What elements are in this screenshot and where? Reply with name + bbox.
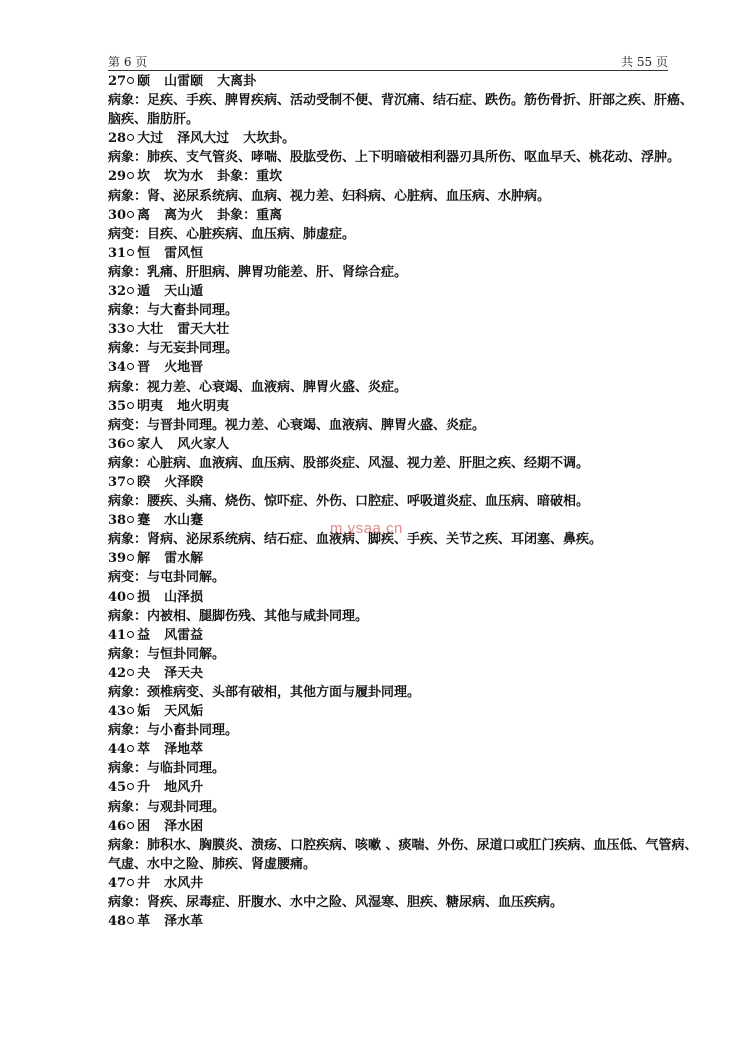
hexagram-description: 火地晋: [164, 360, 204, 376]
hexagram-number: 36: [108, 436, 127, 452]
hexagram-name: 睽: [137, 474, 151, 490]
symptom-line: [108, 645, 698, 664]
circle-bullet-icon: [127, 211, 134, 218]
hexagram-heading: [108, 244, 698, 263]
hexagram-heading: [108, 874, 698, 893]
symptom-label: 病象：: [108, 685, 148, 700]
circle-bullet-icon: [127, 249, 134, 256]
circle-bullet-icon: [127, 822, 134, 829]
symptom-label: 病象：: [108, 646, 148, 662]
symptom-line: [108, 454, 698, 473]
hexagram-description: 天山遁: [164, 284, 204, 300]
circle-bullet-icon: [127, 516, 134, 523]
symptom-text: 与临卦同理。: [147, 761, 226, 777]
hexagram-heading: [108, 740, 698, 759]
circle-bullet-icon: [127, 631, 134, 638]
symptom-label: 病象：: [108, 837, 148, 853]
hexagram-description: 雷风恒: [164, 245, 204, 261]
symptom-line: [108, 798, 698, 817]
symptom-text: 目疾、心脏疾病、血压病、肺虚症。: [147, 226, 356, 242]
symptom-text: 肾疾、尿毒症、肝腹水、水中之险、风湿寒、胆疾、糖尿病、血压疾病。: [147, 895, 564, 911]
hexagram-description: 风雷益: [164, 627, 204, 643]
circle-bullet-icon: [127, 325, 134, 332]
symptom-line: [108, 492, 698, 511]
hexagram-number: 29: [108, 169, 127, 185]
circle-bullet-icon: [127, 440, 134, 447]
hexagram-extra: 卦象：重离: [217, 207, 283, 223]
hexagram-number: 41: [108, 627, 127, 643]
hexagram-number: 39: [108, 551, 127, 567]
hexagram-heading: [108, 912, 698, 931]
circle-bullet-icon: [127, 554, 134, 561]
hexagram-description: 地火明夷: [177, 398, 230, 414]
hexagram-number: 32: [108, 284, 127, 300]
hexagram-description: 雷天大壮: [177, 322, 230, 338]
hexagram-heading: [108, 549, 698, 568]
hexagram-description: 风火家人: [177, 436, 230, 452]
hexagram-heading: [108, 817, 698, 836]
hexagram-description: 泽风大过: [177, 131, 230, 147]
hexagram-extra: 大坎卦。: [243, 131, 296, 147]
symptom-label: 病变：: [108, 226, 148, 242]
hexagram-number: 47: [108, 875, 127, 891]
hexagram-description: 水山蹇: [164, 513, 204, 529]
hexagram-description: 山泽损: [164, 589, 204, 605]
symptom-label: 病变：: [108, 570, 148, 586]
hexagram-name: 大过: [137, 131, 164, 147]
hexagram-number: 27: [108, 74, 127, 89]
symptom-text: 与屯卦同解。: [147, 570, 226, 586]
hexagram-number: 31: [108, 245, 127, 261]
hexagram-heading: [108, 626, 698, 645]
symptom-text: 视力差、心衰竭、血液病、脾胃火盛、炎症。: [147, 379, 408, 395]
hexagram-extra: 大离卦: [217, 74, 257, 89]
symptom-line: [108, 683, 698, 702]
hexagram-name: 井: [137, 875, 151, 891]
hexagram-name: 大壮: [137, 322, 164, 338]
hexagram-number: 37: [108, 474, 127, 490]
symptom-line: [108, 301, 698, 320]
hexagram-heading: [108, 72, 698, 91]
hexagram-name: 恒: [137, 245, 151, 261]
symptom-label: 病象：: [108, 379, 148, 395]
symptom-line: [108, 607, 698, 626]
hexagram-name: 困: [137, 818, 151, 834]
header-divider: [108, 70, 668, 71]
symptom-text: 肺疾、支气管炎、哮喘、股肱受伤、上下明暗破相利器刃具所伤、呕血早夭、桃花动、浮肿。: [147, 150, 681, 166]
hexagram-heading: [108, 129, 698, 148]
hexagram-heading: [108, 778, 698, 797]
symptom-label: 病象：: [108, 455, 148, 471]
circle-bullet-icon: [127, 402, 134, 409]
symptom-text: 乳痛、肝胆病、脾胃功能差、肝、肾综合症。: [147, 264, 408, 280]
symptom-label: 病象：: [108, 532, 148, 548]
hexagram-number: 42: [108, 665, 127, 681]
circle-bullet-icon: [127, 363, 134, 370]
hexagram-description: 地风升: [164, 780, 204, 796]
symptom-line: [108, 759, 698, 778]
symptom-line: [108, 263, 698, 282]
symptom-line: [108, 225, 698, 244]
symptom-line: [108, 339, 698, 358]
hexagram-name: 颐: [137, 74, 151, 89]
hexagram-number: 48: [108, 914, 127, 930]
hexagram-number: 40: [108, 589, 127, 605]
hexagram-description: 泽水困: [164, 818, 204, 834]
hexagram-number: 38: [108, 513, 127, 529]
symptom-line: [108, 721, 698, 740]
symptom-label: 病象：: [108, 895, 148, 911]
circle-bullet-icon: [127, 478, 134, 485]
circle-bullet-icon: [127, 669, 134, 676]
hexagram-description: 泽水革: [164, 914, 204, 930]
hexagram-name: 解: [137, 551, 151, 567]
circle-bullet-icon: [127, 707, 134, 714]
symptom-text: 足疾、手疾、脾胃疾病、活动受制不便、背沉痛、结石症、跌伤。筋伤骨折、肝部之疾、肝癌、脑疾、脂肪肝。: [108, 93, 694, 128]
symptom-text: 腰疾、头痛、烧伤、惊吓症、外伤、口腔症、呼吸道炎症、血压病、暗破相。: [147, 494, 590, 510]
symptom-text: 肾、泌尿系统病、血病、视力差、妇科病、心脏病、血压病、水肿病。: [147, 188, 551, 204]
hexagram-description: 天风姤: [164, 704, 204, 720]
symptom-text: 心脏病、血液病、血压病、股部炎症、风湿、视力差、肝胆之疾、经期不调。: [147, 455, 590, 471]
hexagram-description: 山雷颐: [164, 74, 204, 89]
symptom-text: 肺积水、胸膜炎、溃疡、口腔疾病、咳嗽 、痰喘、外伤、尿道口或肛门疾病、血压低、气管病、气虚、水中之险、肺疾、肾虚腰痛。: [108, 837, 698, 872]
hexagram-heading: [108, 320, 698, 339]
circle-bullet-icon: [127, 287, 134, 294]
hexagram-description: 火泽睽: [164, 474, 204, 490]
hexagram-name: 明夷: [137, 398, 164, 414]
hexagram-number: 35: [108, 398, 127, 414]
circle-bullet-icon: [127, 593, 134, 600]
symptom-line: [108, 91, 698, 129]
symptom-label: 病变：: [108, 417, 148, 433]
hexagram-name: 遁: [137, 284, 151, 300]
symptom-text: 与无妄卦同理。: [147, 341, 239, 357]
hexagram-name: 姤: [137, 704, 151, 720]
symptom-line: [108, 148, 698, 167]
symptom-label: 病象：: [108, 264, 148, 280]
symptom-text: 与恒卦同解。: [147, 646, 226, 662]
hexagram-description: 泽天夬: [164, 665, 204, 681]
hexagram-number: 45: [108, 780, 127, 796]
hexagram-heading: [108, 511, 698, 530]
hexagram-description: 坎为水: [164, 169, 204, 185]
symptom-label: 病象：: [108, 608, 148, 624]
hexagram-heading: [108, 397, 698, 416]
hexagram-number: 44: [108, 742, 127, 758]
symptom-line: [108, 416, 698, 435]
hexagram-name: 晋: [137, 360, 151, 376]
symptom-label: 病象：: [108, 188, 148, 204]
symptom-label: 病象：: [108, 494, 148, 510]
hexagram-name: 蹇: [137, 513, 151, 529]
symptom-text: 与晋卦同理。视力差、心衰竭、血液病、脾胃火盛、炎症。: [147, 417, 486, 433]
symptom-line: [108, 893, 698, 912]
hexagram-extra: 卦象：重坎: [217, 169, 283, 185]
page-number: 第 6 页: [108, 55, 148, 69]
symptom-text: 颈椎病变、头部有破相，其他方面与履卦同理。: [147, 685, 421, 700]
hexagram-heading: [108, 167, 698, 186]
hexagram-number: 30: [108, 207, 127, 223]
circle-bullet-icon: [127, 917, 134, 924]
hexagram-heading: [108, 206, 698, 225]
hexagram-name: 益: [137, 627, 151, 643]
hexagram-description: 水风井: [164, 875, 204, 891]
hexagram-number: 33: [108, 322, 127, 338]
symptom-line: [108, 187, 698, 206]
hexagram-name: 坎: [137, 169, 151, 185]
hexagram-name: 升: [137, 780, 151, 796]
symptom-line: [108, 530, 698, 549]
symptom-line: [108, 378, 698, 397]
symptom-label: 病象：: [108, 303, 148, 319]
hexagram-number: 34: [108, 360, 127, 376]
circle-bullet-icon: [127, 172, 134, 179]
symptom-text: 与观卦同理。: [147, 799, 226, 815]
hexagram-name: 萃: [137, 742, 151, 758]
symptom-text: 与小畜卦同理。: [147, 723, 239, 739]
hexagram-name: 家人: [137, 436, 164, 452]
symptom-label: 病象：: [108, 150, 148, 166]
hexagram-heading: [108, 588, 698, 607]
circle-bullet-icon: [127, 134, 134, 141]
symptom-text: 内被相、腿脚伤残、其他与咸卦同理。: [147, 608, 369, 624]
circle-bullet-icon: [127, 879, 134, 886]
hexagram-heading: [108, 435, 698, 454]
watermark: m.ysaa.cn: [330, 520, 403, 537]
hexagram-description: 雷水解: [164, 551, 204, 567]
symptom-label: 病象：: [108, 93, 148, 109]
symptom-text: 与大畜卦同理。: [147, 303, 239, 319]
hexagram-heading: [108, 358, 698, 377]
symptom-line: [108, 568, 698, 587]
symptom-line: [108, 836, 698, 874]
hexagram-heading: [108, 664, 698, 683]
hexagram-heading: [108, 702, 698, 721]
circle-bullet-icon: [127, 745, 134, 752]
hexagram-number: 43: [108, 704, 127, 720]
hexagram-heading: [108, 473, 698, 492]
hexagram-name: 离: [137, 207, 151, 223]
symptom-label: 病象：: [108, 341, 148, 357]
symptom-label: 病象：: [108, 723, 148, 739]
hexagram-heading: [108, 282, 698, 301]
symptom-label: 病象：: [108, 761, 148, 777]
hexagram-list: [108, 72, 698, 931]
hexagram-name: 夬: [137, 665, 151, 681]
circle-bullet-icon: [127, 783, 134, 790]
hexagram-description: 离为火: [164, 207, 204, 223]
symptom-text: 肾病、泌尿系统病、结石症、血液病、脚疾、手疾、关节之疾、耳闭塞、鼻疾。: [147, 532, 603, 548]
circle-bullet-icon: [127, 77, 134, 84]
hexagram-name: 革: [137, 914, 151, 930]
hexagram-number: 46: [108, 818, 127, 834]
page-total: 共 55 页: [621, 55, 668, 69]
page-header: [108, 50, 668, 70]
symptom-label: 病象：: [108, 799, 148, 815]
hexagram-description: 泽地萃: [164, 742, 204, 758]
hexagram-name: 损: [137, 589, 151, 605]
hexagram-number: 28: [108, 131, 127, 147]
